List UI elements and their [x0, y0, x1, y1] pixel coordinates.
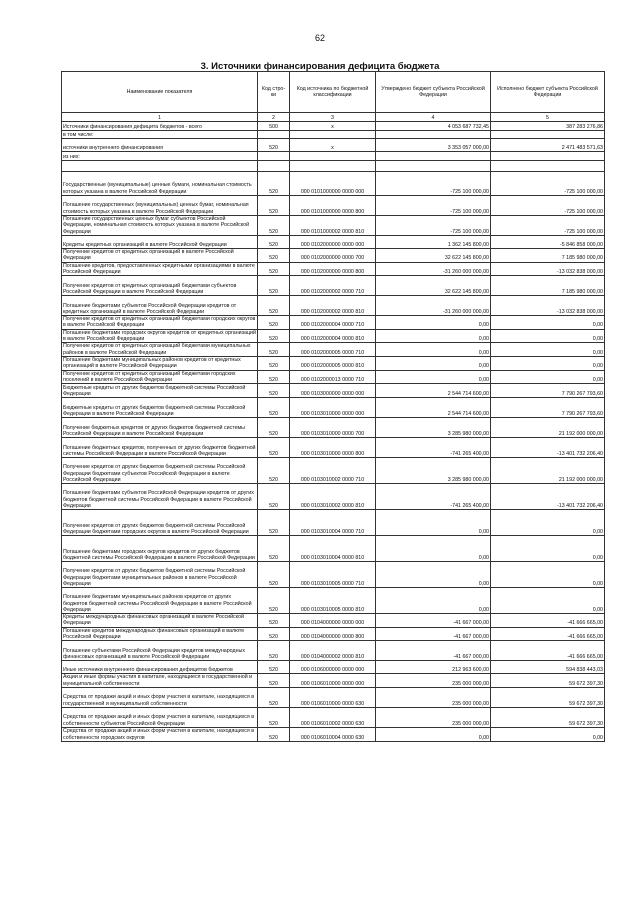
row-name: Акции и иные формы участия в капитале, находящиеся в государственной и муниципальной собственности: [62, 674, 258, 688]
budget-sources-table: [61, 71, 605, 742]
row-line-code: 520: [258, 641, 290, 661]
row-executed: 59 672 397,30: [491, 687, 605, 707]
table-row: [62, 276, 605, 296]
row-executed: 0,00: [491, 588, 605, 614]
row-line-code: 520: [258, 484, 290, 510]
row-line-code: 520: [258, 614, 290, 628]
table-row: [62, 707, 605, 727]
row-source-code: x: [290, 139, 376, 152]
row-source-code: 000 0101000000 0000 800: [290, 196, 376, 216]
row-source-code: 000 0103010002 0000 810: [290, 484, 376, 510]
row-line-code: 520: [258, 727, 290, 741]
row-executed: 0,00: [491, 727, 605, 741]
row-executed: -725 100 000,00: [491, 172, 605, 196]
column-number: 5: [491, 113, 605, 122]
row-approved: [376, 152, 491, 161]
row-executed: -13 032 838 000,00: [491, 296, 605, 316]
table-body: [62, 122, 605, 742]
row-line-code: 520: [258, 438, 290, 458]
row-approved: 235 000 000,00: [376, 674, 491, 688]
row-source-code: 000 0102000000 0000 800: [290, 262, 376, 276]
table-row: [62, 370, 605, 384]
table-row: [62, 458, 605, 484]
column-number: 1: [62, 113, 258, 122]
row-source-code: 000 0102000002 0000 810: [290, 296, 376, 316]
row-source-code: 000 0103010005 0000 810: [290, 588, 376, 614]
row-executed: 2 471 483 571,63: [491, 139, 605, 152]
row-executed: -13 401 732 206,40: [491, 484, 605, 510]
row-line-code: 520: [258, 627, 290, 641]
row-source-code: 000 0106000000 0000 000: [290, 661, 376, 674]
row-approved: 3 285 980 000,00: [376, 418, 491, 438]
row-source-code: 000 0102000004 0000 710: [290, 316, 376, 330]
row-approved: [376, 161, 491, 172]
table-row: [62, 356, 605, 370]
row-name: Получение кредитов от кредитных организаций бюджетами городских поселений в валюте Российской Федерации: [62, 370, 258, 384]
row-line-code: 500: [258, 122, 290, 131]
row-name: Погашение бюджетами городских округов кредитов от кредитных организаций в валюте Российской Федерации: [63, 329, 256, 343]
table-row: [62, 316, 605, 330]
table-row: [62, 236, 605, 249]
row-approved: 0,00: [376, 562, 491, 588]
row-name: Кредиты международных финансовых организаций в валюте Российской Федерации: [62, 614, 258, 628]
row-source-code: 000 0102000000 0000 700: [290, 249, 376, 263]
row-name: из них:: [62, 152, 258, 161]
row-line-code: [258, 161, 290, 172]
row-approved: -725 100 000,00: [376, 216, 491, 236]
row-name: Средства от продажи акций и иных форм участия в капитале, находящихся в собственности городских округов: [62, 727, 258, 741]
row-line-code: 520: [258, 661, 290, 674]
table-row: [62, 196, 605, 216]
row-source-code: [290, 161, 376, 172]
row-source-code: 000 0103010005 0000 710: [290, 562, 376, 588]
row-name: Погашение государственных (муниципальных) ценных бумаг, номинальная стоимость которых указана в валюте Российской Федерации: [62, 196, 258, 216]
row-line-code: [258, 152, 290, 161]
row-executed: 7 185 980 000,00: [491, 276, 605, 296]
table-row: [62, 418, 605, 438]
row-approved: -725 100 000,00: [376, 196, 491, 216]
row-name: Погашение бюджетных кредитов, полученных от других бюджетов бюджетной системы Российской Федерации в валюте Российской Федерации: [62, 438, 258, 458]
row-source-code: [290, 131, 376, 139]
row-line-code: 520: [258, 249, 290, 263]
row-approved: -741 265 400,00: [376, 438, 491, 458]
row-executed: 21 192 000 000,00: [491, 418, 605, 438]
column-number: 3: [290, 113, 376, 122]
header-name: Наименование показателя: [62, 72, 258, 113]
row-name: Средства от продажи акций и иных форм участия в капитале, находящихся в собственности субъектов Российской Федерации: [62, 707, 258, 727]
row-line-code: 520: [258, 687, 290, 707]
row-name: Погашение бюджетами муниципальных районов кредитов от других бюджетов бюджетной системы Российской Федерации в валюте Российской Федерации: [62, 588, 258, 614]
header-line-code: Код стро- ки: [258, 72, 290, 113]
row-name: Получение кредитов от других бюджетов бюджетной системы Российской Федерации бюджетами городских округов в валюте Российской Федерации: [62, 510, 258, 536]
page-number: 62: [314, 33, 325, 43]
row-source-code: 000 0104000000 0000 800: [290, 627, 376, 641]
row-source-code: 000 0106010000 0000 000: [290, 674, 376, 688]
row-name: Погашение субъектами Российской Федерации кредитов международных финансовых организаций в валюте Российской Федерации: [62, 641, 258, 661]
table-row: [62, 627, 605, 641]
row-executed: -41 666 665,00: [491, 641, 605, 661]
row-line-code: 520: [258, 510, 290, 536]
table-row: [62, 398, 605, 418]
row-name: [62, 161, 258, 172]
row-executed: 0,00: [491, 536, 605, 562]
table-row: [62, 262, 605, 276]
row-source-code: 000 0102000000 0000 000: [290, 236, 376, 249]
table-row: [62, 343, 605, 357]
row-line-code: 520: [258, 370, 290, 384]
table-row: [62, 131, 605, 139]
row-name: в том числе:: [62, 131, 258, 139]
row-line-code: 520: [258, 384, 290, 398]
row-executed: 7 790 267 793,60: [491, 398, 605, 418]
row-line-code: 520: [258, 398, 290, 418]
row-source-code: 000 0103010004 0000 810: [290, 536, 376, 562]
row-executed: 59 672 397,30: [491, 674, 605, 688]
row-name: Получение кредитов от кредитных организаций бюджетами городских округов в валюте Российской Федерации: [62, 316, 258, 330]
row-source-code: 000 0103010000 0000 700: [290, 418, 376, 438]
row-name: Кредиты кредитных организаций в валюте Российской Федерации: [62, 236, 258, 249]
row-name: Получение кредитов от других бюджетов бюджетной системы Российской Федерации бюджетами муниципальных районов в валюте Российской Федерации: [62, 562, 258, 588]
row-line-code: 520: [258, 139, 290, 152]
row-source-code: 000 0103000000 0000 000: [290, 384, 376, 398]
row-name: Бюджетные кредиты от других бюджетов бюджетной системы Российской Федерации в валюте Российской Федерации: [62, 398, 258, 418]
row-line-code: 520: [258, 458, 290, 484]
row-approved: 4 053 687 732,45: [376, 122, 491, 131]
row-source-code: 000 0104000002 0000 810: [290, 641, 376, 661]
section-title: 3. Источники финансирования дефицита бюджета: [200, 61, 440, 72]
row-line-code: 520: [258, 418, 290, 438]
column-number: 4: [376, 113, 491, 122]
row-name: Средства от продажи акций и иных форм участия в капитале, находящихся в государственной и муниципальной собственности: [62, 687, 258, 707]
row-source-code: [290, 152, 376, 161]
row-approved: 212 963 600,00: [376, 661, 491, 674]
row-executed: 0,00: [491, 370, 605, 384]
table-row: [62, 641, 605, 661]
row-source-code: 000 0103010002 0000 710: [290, 458, 376, 484]
row-name: источники внутреннего финансирования: [62, 139, 258, 152]
row-name: Источники финансирования дефицита бюджетов - всего: [62, 122, 258, 131]
row-approved: 235 000 000,00: [376, 707, 491, 727]
row-source-code: 000 0102000005 0000 710: [290, 343, 376, 357]
row-executed: 0,00: [491, 329, 605, 343]
row-line-code: 520: [258, 276, 290, 296]
row-line-code: 520: [258, 536, 290, 562]
row-approved: 3 353 057 000,00: [376, 139, 491, 152]
row-approved: 2 544 714 600,00: [376, 384, 491, 398]
row-executed: -725 100 000,00: [491, 216, 605, 236]
row-approved: -725 100 000,00: [376, 172, 491, 196]
row-executed: 0,00: [491, 343, 605, 357]
row-approved: 0,00: [376, 316, 491, 330]
row-executed: -5 846 858 000,00: [491, 236, 605, 249]
row-source-code: 000 0104000000 0000 000: [290, 614, 376, 628]
row-source-code: 000 0102000004 0000 810: [290, 329, 376, 343]
row-executed: [491, 131, 605, 139]
header-approved: Утверждено бюджет субъекта Российской Федерации: [376, 72, 491, 113]
row-executed: 59 672 397,30: [491, 707, 605, 727]
row-line-code: 520: [258, 588, 290, 614]
row-executed: 21 192 000 000,00: [491, 458, 605, 484]
row-approved: 0,00: [376, 329, 491, 343]
row-executed: -13 401 732 206,40: [491, 438, 605, 458]
table-row: [62, 161, 605, 172]
row-approved: -741 265 400,00: [376, 484, 491, 510]
row-approved: 0,00: [376, 343, 491, 357]
table-row: [62, 152, 605, 161]
row-line-code: 520: [258, 356, 290, 370]
row-line-code: 520: [258, 262, 290, 276]
row-executed: -41 666 665,00: [491, 627, 605, 641]
row-executed: [491, 152, 605, 161]
row-name: Погашение бюджетами субъектов Российской Федерации кредитов от других бюджетов бюджетной системы Российской Федерации в валюте Российской Федерации: [62, 484, 258, 510]
row-executed: 0,00: [491, 510, 605, 536]
table-row: [62, 562, 605, 588]
row-source-code: 000 0102000002 0000 710: [290, 276, 376, 296]
row-approved: 0,00: [376, 536, 491, 562]
row-approved: 0,00: [376, 727, 491, 741]
table-header-row: [62, 72, 605, 113]
row-line-code: 520: [258, 674, 290, 688]
row-line-code: 520: [258, 329, 290, 343]
row-name: Погашение кредитов, предоставленных кредитными организациями в валюте Российской Федерации: [62, 262, 258, 276]
row-line-code: [258, 131, 290, 139]
row-name: Бюджетные кредиты от других бюджетов бюджетной системы Российской Федерации: [62, 384, 258, 398]
row-source-code: 000 0103010004 0000 710: [290, 510, 376, 536]
row-line-code: 520: [258, 216, 290, 236]
row-line-code: 520: [258, 172, 290, 196]
row-approved: [376, 131, 491, 139]
row-executed: 594 838 443,03: [491, 661, 605, 674]
row-source-code: 000 0102000013 0000 710: [290, 370, 376, 384]
row-name: Погашение бюджетами городских округов кредитов от других бюджетов бюджетной системы Российской Федерации в валюте Российской Федерации: [62, 536, 258, 562]
row-executed: 387 283 276,86: [491, 122, 605, 131]
row-approved: 0,00: [376, 588, 491, 614]
row-name: Погашение кредитов международных финансовых организаций в валюте Российской Федерации: [62, 627, 258, 641]
row-executed: [491, 161, 605, 172]
row-source-code: 000 0101000000 0000 000: [290, 172, 376, 196]
row-source-code: 000 0101000002 0000 810: [290, 216, 376, 236]
table-row: [62, 122, 605, 131]
header-source-code: Код источника по бюджетной классификации: [290, 72, 376, 113]
row-approved: 2 544 714 600,00: [376, 398, 491, 418]
table-row: [62, 384, 605, 398]
row-source-code: 000 0103010000 0000 800: [290, 438, 376, 458]
row-name: Получение кредитов от кредитных организаций в валюте Российской Федерации: [62, 249, 258, 263]
row-approved: 3 285 980 000,00: [376, 458, 491, 484]
row-approved: -31 260 000 000,00: [376, 262, 491, 276]
row-approved: -41 667 000,00: [376, 627, 491, 641]
row-executed: -13 032 838 000,00: [491, 262, 605, 276]
row-source-code: x: [290, 122, 376, 131]
table-row: [62, 727, 605, 741]
row-name: Получение бюджетных кредитов от других бюджетов бюджетной системы Российской Федерации в валюте Российской Федерации: [62, 418, 258, 438]
row-approved: 1 362 145 800,00: [376, 236, 491, 249]
table-row: [62, 216, 605, 236]
row-name: Погашение бюджетами субъектов Российской Федерации кредитов от кредитных организаций в валюте Российской Федерации: [62, 296, 258, 316]
row-name: Иные источники внутреннего финансирования дефицитов бюджетов: [62, 661, 258, 674]
row-source-code: 000 0102000005 0000 810: [290, 356, 376, 370]
row-name: Получение кредитов от кредитных организаций бюджетами муниципальных районов в валюте Российской Федерации: [62, 343, 258, 357]
row-executed: 0,00: [491, 562, 605, 588]
table-row: [62, 139, 605, 152]
table-row: [62, 536, 605, 562]
table-row: [62, 687, 605, 707]
row-approved: 0,00: [376, 356, 491, 370]
row-executed: 7 790 267 793,60: [491, 384, 605, 398]
row-approved: 0,00: [376, 510, 491, 536]
row-source-code: 000 0106010004 0000 630: [290, 727, 376, 741]
row-line-code: 520: [258, 562, 290, 588]
row-name: Получение кредитов от других бюджетов бюджетной системы Российской Федерации бюджетами субъектов Российской Федерации в валюте Российской Федерации: [62, 458, 258, 484]
row-line-code: 520: [258, 707, 290, 727]
row-name: Получение кредитов от кредитных организаций бюджетами субъектов Российской Федерации в валюте Российской Федерации: [62, 276, 258, 296]
table-row: [62, 249, 605, 263]
row-approved: 235 000 000,00: [376, 687, 491, 707]
column-number-row: [62, 113, 605, 122]
column-number: 2: [258, 113, 290, 122]
table-row: [62, 296, 605, 316]
row-line-code: 520: [258, 316, 290, 330]
row-name: Погашение государственных ценных бумаг субъектов Российской Федерации, номинальная стоимость которых указана в валюте Российской Федерации: [62, 216, 258, 236]
table-row: [62, 614, 605, 628]
row-approved: -41 667 000,00: [376, 641, 491, 661]
row-executed: 0,00: [491, 356, 605, 370]
row-line-code: 520: [258, 343, 290, 357]
table-row: [62, 172, 605, 196]
table-row: [62, 674, 605, 688]
row-approved: -41 667 000,00: [376, 614, 491, 628]
table-row: [62, 588, 605, 614]
row-source-code: 000 0106010002 0000 630: [290, 707, 376, 727]
table-row: [62, 661, 605, 674]
table-row: [62, 438, 605, 458]
row-line-code: 520: [258, 236, 290, 249]
table-row: [62, 484, 605, 510]
row-executed: 7 185 980 000,00: [491, 249, 605, 263]
row-source-code: 000 0103010000 0000 000: [290, 398, 376, 418]
row-name: Государственные (муниципальные) ценные бумаги, номинальная стоимость которых указана в валюте Российской Федерации: [62, 172, 258, 196]
row-approved: 0,00: [376, 370, 491, 384]
row-approved: -31 260 000 000,00: [376, 296, 491, 316]
row-line-code: 520: [258, 296, 290, 316]
table-row: [62, 510, 605, 536]
row-line-code: 520: [258, 196, 290, 216]
row-executed: 0,00: [491, 316, 605, 330]
header-executed: Исполнено бюджет субъекта Российской Федерации: [491, 72, 605, 113]
row-source-code: 000 0106010000 0000 630: [290, 687, 376, 707]
row-approved: 32 622 145 800,00: [376, 249, 491, 263]
row-name: Погашение бюджетами муниципальных районов кредитов от кредитных организаций в валюте Российской Федерации: [62, 356, 258, 370]
table-row: [62, 329, 605, 343]
row-approved: 32 622 145 800,00: [376, 276, 491, 296]
row-executed: -41 666 665,00: [491, 614, 605, 628]
row-executed: -725 100 000,00: [491, 196, 605, 216]
